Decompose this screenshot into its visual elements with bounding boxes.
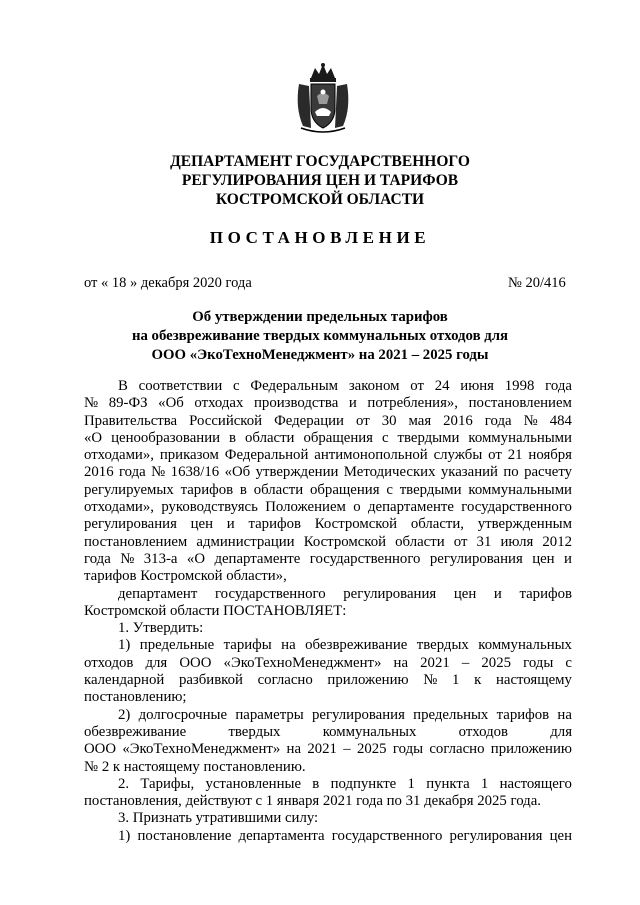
body-line: 1) постановление департамента государственного регулирования цен — [118, 827, 572, 844]
body-line: отходами», руководствуясь Положением о департаменте государственного — [84, 499, 572, 516]
subject-line: на обезвреживание твердых коммунальных отходов для — [131, 328, 509, 344]
department-name — [0, 152, 640, 209]
body-line: № 2 к настоящему постановлению. — [84, 758, 306, 775]
body-line: Костромской области ПОСТАНОВЛЯЕТ: — [84, 602, 347, 619]
body-line: постановления, действуют с 1 января 2021 года по 31 декабря 2025 года. — [84, 793, 541, 810]
document-subject — [0, 308, 640, 365]
department-line: РЕГУЛИРОВАНИЯ ЦЕН И ТАРИФОВ — [181, 172, 459, 189]
body-line: ООО «ЭкоТехноМенеджмент» на 2021 – 2025 годы согласно приложению — [84, 741, 572, 758]
body-line: обезвреживание твердых коммунальных отходов для — [84, 723, 572, 740]
body-line: «О ценообразовании в области обращения с твердыми коммунальными — [84, 429, 572, 446]
document-number: № 20/416 — [508, 275, 566, 291]
subject-line: Об утверждении предельных тарифов — [192, 309, 448, 325]
body-line: № 89-ФЗ «Об отходах производства и потребления», постановлением — [84, 395, 572, 412]
body-line: 1. Утвердить: — [118, 620, 204, 637]
department-line: КОСТРОМСКОЙ ОБЛАСТИ — [215, 191, 425, 208]
body-line: В соответствии с Федеральным законом от 24 июня 1998 года — [118, 378, 572, 394]
body-line: регулирования цен и тарифов Костромской области, утвержденным — [84, 516, 572, 533]
body-line: постановлением администрации Костромской области от 31 июля 2012 — [84, 533, 572, 550]
body-line: отходами», приказом Федеральной антимонопольной службы от 21 ноября — [84, 447, 572, 464]
document-date: от « 18 » декабря 2020 года — [84, 275, 252, 291]
coat-of-arms-icon — [293, 62, 353, 134]
department-line: ДЕПАРТАМЕНТ ГОСУДАРСТВЕННОГО — [170, 153, 470, 170]
body-line: департамент государственного регулирования цен и тарифов — [118, 585, 572, 602]
document-body — [84, 378, 572, 845]
body-line: 1) предельные тарифы на обезвреживание твердых коммунальных — [118, 637, 572, 654]
body-line: 2016 года № 1638/16 «Об утверждении Методических указаний по расчету — [84, 464, 572, 481]
body-line: отходов для ООО «ЭкоТехноМенеджмент» на 2021 – 2025 годы с — [84, 654, 572, 671]
body-line: тарифов Костромской области», — [84, 568, 287, 585]
body-line: 2. Тарифы, установленные в подпункте 1 пункта 1 настоящего — [118, 775, 572, 792]
body-line: года № 313-а «О департаменте государственного регулирования цен и — [84, 550, 572, 567]
document-type-title: ПОСТАНОВЛЕНИЕ — [209, 228, 431, 247]
body-line: Правительства Российской Федерации от 30 мая 2016 года № 484 — [84, 412, 572, 429]
body-line: 3. Признать утратившими силу: — [118, 810, 319, 827]
body-line: регулируемых тарифов в области обращения с твердыми коммунальными — [84, 481, 572, 498]
body-line: календарной разбивкой согласно приложению № 1 к настоящему — [84, 672, 572, 689]
subject-line: ООО «ЭкоТехноМенеджмент» на 2021 – 2025 годы — [151, 347, 489, 363]
body-line: постановлению; — [84, 689, 187, 706]
body-line: 2) долгосрочные параметры регулирования предельных тарифов на — [118, 706, 572, 723]
